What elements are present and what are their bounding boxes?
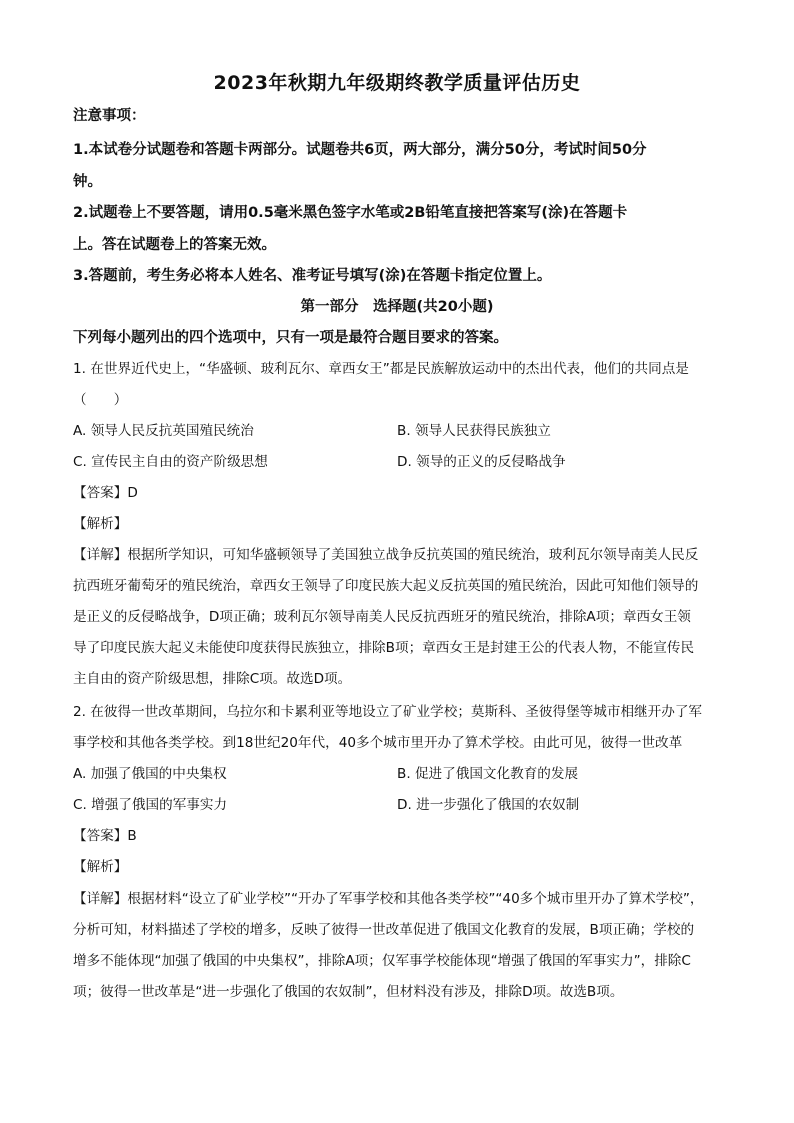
notice-item-1-line-2: 钟。: [73, 174, 102, 190]
q1-detail-line-5: 主自由的资产阶级思想，排除C项。故选D项。: [73, 671, 352, 687]
q1-detail-line-4: 导了印度民族大起义未能使印度获得民族独立，排除B项；章西女王是封建王公的代表人物，不能宣传民: [73, 640, 695, 656]
notice-heading: 注意事项：: [73, 108, 146, 124]
section-instruction: 下列每小题列出的四个选项中，只有一项是最符合题目要求的答案。: [73, 330, 508, 346]
q2-stem-line-1: 2. 在彼得一世改革期间，乌拉尔和卡累利亚等地设立了矿业学校；莫斯科、圣彼得堡等城市相继开办了军: [73, 704, 703, 720]
q2-stem-line-2: 事学校和其他各类学校。到18世纪20年代，40多个城市里开办了算术学校。由此可见，彼得一世改革: [73, 735, 683, 751]
q1-option-c: C. 宣传民主自由的资产阶级思想: [73, 454, 268, 470]
q1-stem-line-2: （ ）: [73, 392, 128, 408]
q1-option-b: B. 领导人民获得民族独立: [397, 423, 551, 439]
q1-answer: 【答案】D: [73, 485, 138, 501]
q2-analysis-label: 【解析】: [73, 859, 128, 875]
q2-option-a: A. 加强了俄国的中央集权: [73, 766, 227, 782]
q2-detail-line-3: 增多不能体现“加强了俄国的中央集权”，排除A项；仅军事学校能体现“增强了俄国的军事实力”，排除C: [73, 953, 691, 969]
q1-option-a: A. 领导人民反抗英国殖民统治: [73, 423, 254, 439]
q1-stem-line-1: 1. 在世界近代史上，“华盛顿、玻利瓦尔、章西女王”都是民族解放运动中的杰出代表，他们的共同点是: [73, 361, 689, 377]
q2-answer: 【答案】B: [73, 828, 137, 844]
q2-detail-line-1: 【详解】根据材料“设立了矿业学校”“开办了军事学校和其他各类学校”“40多个城市里开办了算术学校”，: [73, 891, 704, 907]
page-title: 2023年秋期九年级期终教学质量评估历史: [213, 72, 581, 94]
q1-option-d: D. 领导的正义的反侵略战争: [397, 454, 566, 470]
section-heading: 第一部分 选择题(共20小题): [300, 299, 494, 315]
q2-option-c: C. 增强了俄国的军事实力: [73, 797, 228, 813]
notice-item-2-line-2: 上。答在试题卷上的答案无效。: [73, 237, 276, 253]
q2-option-b: B. 促进了俄国文化教育的发展: [397, 766, 579, 782]
notice-item-1-line-1: 1.本试卷分试题卷和答题卡两部分。试题卷共6页，两大部分，满分50分，考试时间50分: [73, 142, 647, 158]
notice-item-2-line-1: 2.试题卷上不要答题，请用0.5毫米黑色签字水笔或2B铅笔直接把答案写(涂)在答题卡: [73, 205, 628, 221]
q1-detail-line-2: 抗西班牙葡萄牙的殖民统治，章西女王领导了印度民族大起义反抗英国的殖民统治，因此可知他们领导的: [73, 578, 699, 594]
q2-detail-line-2: 分析可知，材料描述了学校的增多，反映了彼得一世改革促进了俄国文化教育的发展，B项正确；学校的: [73, 922, 695, 938]
q1-detail-line-3: 是正义的反侵略战争，D项正确；玻利瓦尔领导南美人民反抗西班牙的殖民统治，排除A项；章西女王领: [73, 609, 691, 625]
notice-item-3: 3.答题前，考生务必将本人姓名、准考证号填写(涂)在答题卡指定位置上。: [73, 268, 552, 284]
q2-option-d: D. 进一步强化了俄国的农奴制: [397, 797, 580, 813]
q2-detail-line-4: 项；彼得一世改革是“进一步强化了俄国的农奴制”，但材料没有涉及，排除D项。故选B项。: [73, 984, 624, 1000]
q1-detail-line-1: 【详解】根据所学知识，可知华盛顿领导了美国独立战争反抗英国的殖民统治，玻利瓦尔领导南美人民反: [73, 547, 699, 563]
q1-analysis-label: 【解析】: [73, 516, 128, 532]
